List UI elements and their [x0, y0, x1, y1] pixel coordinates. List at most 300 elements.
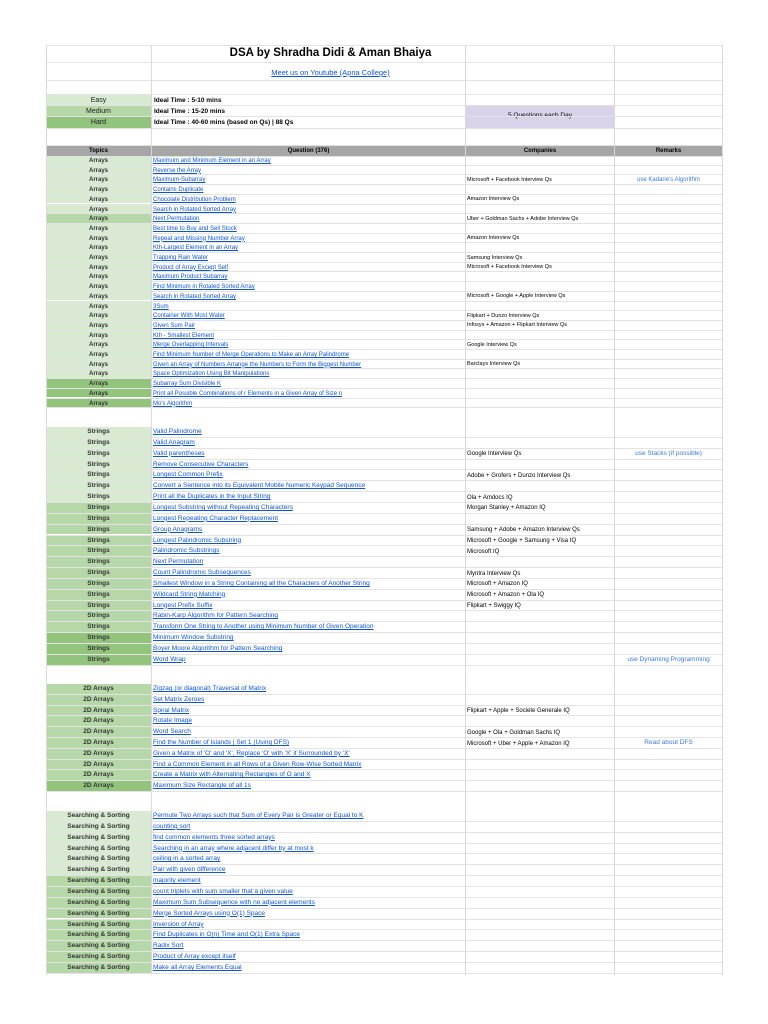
- companies-cell: [466, 887, 614, 897]
- topic-cell: Arrays: [46, 205, 151, 214]
- topic-cell: Strings: [46, 644, 151, 654]
- remarks-cell: [615, 941, 722, 951]
- remarks-cell: [615, 156, 722, 165]
- question-link[interactable]: Given Sum Pair: [153, 322, 196, 329]
- question-link[interactable]: Best time to Buy and Sell Stock: [153, 225, 237, 232]
- question-link[interactable]: Mo's Algorithm: [153, 400, 193, 407]
- companies-cell: [466, 770, 614, 780]
- topic-cell: Searching & Sorting: [46, 876, 151, 886]
- topic-cell: Strings: [46, 525, 151, 535]
- remarks-cell: [615, 438, 722, 448]
- remarks-cell: [615, 898, 722, 908]
- topic-cell: Arrays: [46, 311, 151, 320]
- companies-cell: [466, 557, 614, 567]
- topic-cell: Searching & Sorting: [46, 822, 151, 832]
- topic-cell: Arrays: [46, 224, 151, 233]
- remarks-cell: [615, 389, 722, 398]
- remarks-cell: [615, 811, 722, 821]
- companies-cell: [466, 930, 614, 940]
- remarks-cell: Read about DFS: [644, 739, 693, 746]
- companies-cell: [466, 399, 614, 408]
- topic-cell: 2D Arrays: [46, 781, 151, 791]
- daily-goal-note: [466, 106, 614, 128]
- question-link[interactable]: Rabin-Karp Algorithm for Pattern Searching: [153, 612, 279, 620]
- question-link[interactable]: Container With Most Water: [153, 313, 225, 320]
- companies-cell: Microsoft + Facebook Interview Qs: [467, 264, 552, 271]
- remarks-cell: [615, 369, 722, 378]
- topic-cell: Strings: [46, 536, 151, 546]
- companies-cell: [466, 185, 614, 194]
- topic-cell: 2D Arrays: [46, 749, 151, 759]
- question-link[interactable]: Radix Sort: [153, 942, 184, 950]
- topic-cell: Arrays: [46, 292, 151, 301]
- question-link[interactable]: Smallest Window in a String Containing all the Characters of Another String: [153, 579, 370, 587]
- remarks-cell: [615, 622, 722, 632]
- question-link[interactable]: Longest Prefix Suffix: [153, 601, 213, 609]
- companies-cell: [466, 205, 614, 214]
- remarks-cell: [615, 770, 722, 780]
- remarks-cell: [615, 503, 722, 513]
- topic-cell: Searching & Sorting: [46, 930, 151, 940]
- topic-cell: Searching & Sorting: [46, 844, 151, 854]
- topic-cell: Searching & Sorting: [46, 865, 151, 875]
- question-link[interactable]: Wildcard String Matching: [153, 590, 226, 598]
- companies-cell: [466, 909, 614, 919]
- question-link[interactable]: find common elements three sorted arrays: [153, 833, 275, 841]
- question-link[interactable]: Count Palindromic Subsequences: [153, 569, 251, 577]
- companies-cell: Amazon Interview Qs: [467, 235, 520, 242]
- topic-cell: Strings: [46, 622, 151, 632]
- remarks-cell: [615, 185, 722, 194]
- companies-cell: [466, 833, 614, 843]
- question-link[interactable]: Convert a Sentence into its Equivalent Mobile Numeric Keypad Sequence: [153, 482, 366, 490]
- question-link[interactable]: Searching in an array where adjacent differ by at most k: [153, 844, 314, 852]
- companies-cell: [466, 644, 614, 654]
- topic-cell: 2D Arrays: [46, 770, 151, 780]
- topic-cell: Searching & Sorting: [46, 898, 151, 908]
- row-gridline: [46, 145, 723, 146]
- remarks-cell: [615, 340, 722, 349]
- youtube-link[interactable]: Meet us on Youtube (Apna College): [271, 68, 390, 77]
- remarks-cell: [615, 399, 722, 408]
- companies-cell: [466, 760, 614, 770]
- topic-cell: Strings: [46, 438, 151, 448]
- companies-cell: [466, 963, 614, 973]
- question-link[interactable]: Create a Matrix with Alternating Rectangles of O and X: [153, 771, 311, 779]
- remarks-cell: [615, 195, 722, 204]
- question-link[interactable]: Print all the Duplicates in the Input String: [153, 493, 271, 501]
- question-link[interactable]: Maximum-Subarray: [153, 177, 206, 184]
- remarks-cell: [615, 470, 722, 480]
- remarks-cell: [615, 514, 722, 524]
- question-link[interactable]: Find the Number of Islands | Set 1 (Using DFS): [153, 739, 290, 746]
- companies-cell: Google Interview Qs: [467, 451, 522, 458]
- remarks-cell: [615, 302, 722, 311]
- remarks-cell: [615, 427, 722, 437]
- companies-cell: [466, 655, 614, 665]
- question-link[interactable]: Make all Array Elements Equal: [153, 963, 242, 971]
- row-gridline: [46, 62, 723, 63]
- question-link[interactable]: Longest Substring without Repeating Characters: [153, 503, 293, 511]
- remarks-cell: [615, 272, 722, 281]
- remarks-cell: use Kadane's Algorithm: [637, 177, 700, 184]
- row-gridline: [46, 105, 723, 106]
- row-gridline: [46, 128, 723, 129]
- topic-cell: Arrays: [46, 243, 151, 252]
- remarks-cell: [615, 601, 722, 611]
- header-question: Question (376): [152, 146, 465, 156]
- companies-cell: Microsoft + Google + Apple Interview Qs: [467, 293, 566, 300]
- level-hard: Hard: [46, 117, 151, 128]
- remarks-cell: [615, 749, 722, 759]
- question-link[interactable]: Find Minimum Number of Merge Operations to Make an Array Palindrome: [153, 352, 350, 358]
- topic-cell: Strings: [46, 427, 151, 437]
- remarks-cell: [615, 481, 722, 491]
- companies-cell: [466, 811, 614, 821]
- topic-cell: Arrays: [46, 185, 151, 194]
- companies-cell: [466, 716, 614, 726]
- remarks-cell: [615, 684, 722, 694]
- remarks-cell: [615, 854, 722, 864]
- remarks-cell: [615, 253, 722, 262]
- remarks-cell: [615, 781, 722, 791]
- topic-cell: Strings: [46, 611, 151, 621]
- row-gridline: [46, 156, 723, 157]
- remarks-cell: [615, 920, 722, 930]
- topic-cell: Strings: [46, 546, 151, 556]
- page-title: DSA by Shradha Didi & Aman Bhaiya: [229, 47, 432, 59]
- topic-cell: Arrays: [46, 282, 151, 291]
- companies-cell: [466, 865, 614, 875]
- topic-cell: 2D Arrays: [46, 727, 151, 737]
- question-link[interactable]: Boyer Moore Algorithm for Pattern Searching: [153, 645, 283, 652]
- header-remarks: Remarks: [615, 146, 722, 156]
- question-link[interactable]: Next Permutation: [153, 558, 204, 566]
- topic-cell: Arrays: [46, 166, 151, 175]
- topic-cell: Searching & Sorting: [46, 909, 151, 919]
- question-link[interactable]: Transform One String to Another using Minimum Number of Given Operation: [153, 623, 374, 631]
- remarks-cell: [615, 930, 722, 940]
- header-companies: Companies: [466, 146, 614, 156]
- question-link[interactable]: Print all Possible Combinations of r Elements in a Given Array of Size n: [153, 390, 343, 397]
- companies-cell: [466, 941, 614, 951]
- companies-cell: [466, 331, 614, 340]
- topic-cell: 2D Arrays: [46, 695, 151, 705]
- topic-cell: Arrays: [46, 399, 151, 408]
- question-link[interactable]: Minimum Window Substring: [153, 634, 234, 642]
- companies-cell: [466, 952, 614, 962]
- question-link[interactable]: Word Search: [153, 728, 191, 736]
- column-gridline: [46, 45, 47, 975]
- companies-cell: [466, 350, 614, 359]
- remarks-cell: use Dynaming Programming: [627, 655, 710, 663]
- row-gridline: [46, 116, 723, 117]
- topic-cell: Arrays: [46, 360, 151, 369]
- remarks-cell: [615, 234, 722, 243]
- remarks-cell: [615, 727, 722, 737]
- companies-cell: [466, 224, 614, 233]
- question-link[interactable]: Longest Common Prefix: [153, 471, 223, 479]
- topic-cell: Searching & Sorting: [46, 920, 151, 930]
- topic-cell: Strings: [46, 460, 151, 470]
- question-link[interactable]: Trapping Rain Water: [153, 255, 208, 261]
- companies-cell: Flipkart + Apple + Societe Generale IQ: [467, 708, 570, 715]
- companies-cell: Microsoft IQ: [467, 548, 500, 555]
- topic-cell: Arrays: [46, 263, 151, 272]
- remarks-cell: [615, 360, 722, 369]
- question-link[interactable]: 3Sum: [153, 303, 169, 310]
- remarks-cell: [615, 590, 722, 600]
- companies-cell: [466, 844, 614, 854]
- companies-cell: [466, 514, 614, 524]
- question-link[interactable]: Merge Sorted Arrays using O(1) Space: [153, 909, 265, 917]
- companies-cell: [466, 156, 614, 165]
- remarks-cell: [615, 876, 722, 886]
- companies-cell: [466, 781, 614, 791]
- question-link[interactable]: Contains Duplicate: [153, 187, 204, 194]
- topic-cell: Arrays: [46, 302, 151, 311]
- companies-cell: Myntra Interview Qs: [467, 570, 521, 577]
- topic-cell: Arrays: [46, 253, 151, 262]
- topic-cell: Arrays: [46, 234, 151, 243]
- topic-cell: Arrays: [46, 331, 151, 340]
- topic-cell: Strings: [46, 568, 151, 578]
- question-link[interactable]: Chocolate Distribution Problem: [153, 196, 236, 203]
- remarks-cell: [615, 909, 722, 919]
- companies-cell: [466, 243, 614, 252]
- topic-cell: Strings: [46, 655, 151, 665]
- remarks-cell: [615, 350, 722, 359]
- question-link[interactable]: Space Optimization Using Bit Manipulations: [153, 371, 270, 378]
- question-link[interactable]: Given a Matrix of 'O' and 'X', Replace 'O' with 'X' if Surrounded by 'X': [153, 749, 350, 757]
- companies-cell: [466, 272, 614, 281]
- topic-cell: Strings: [46, 470, 151, 480]
- topic-cell: Strings: [46, 503, 151, 513]
- remarks-cell: [615, 952, 722, 962]
- remarks-cell: [615, 822, 722, 832]
- remarks-cell: [615, 760, 722, 770]
- question-link[interactable]: Kth - Smallest Element: [153, 332, 215, 339]
- remarks-cell: [615, 865, 722, 875]
- row-gridline: [46, 80, 723, 81]
- remarks-cell: [615, 224, 722, 233]
- remarks-cell: [615, 492, 722, 502]
- topic-cell: Searching & Sorting: [46, 833, 151, 843]
- question-link[interactable]: Group Anagrams: [153, 525, 203, 533]
- topic-cell: 2D Arrays: [46, 738, 151, 748]
- question-link[interactable]: counting sort: [153, 822, 191, 830]
- remarks-cell: use Stacks (if possible): [635, 449, 702, 457]
- question-link[interactable]: Pair with given difference: [153, 866, 226, 874]
- question-link[interactable]: Merge Overlapping Intervals: [153, 342, 229, 349]
- question-link[interactable]: Spiral Matrix: [153, 706, 190, 714]
- topic-cell: Arrays: [46, 214, 151, 223]
- companies-cell: [466, 684, 614, 694]
- remarks-cell: [615, 963, 722, 973]
- topic-cell: Strings: [46, 590, 151, 600]
- row-gridline: [46, 665, 723, 666]
- remarks-cell: [615, 311, 722, 320]
- topic-cell: Strings: [46, 557, 151, 567]
- question-link[interactable]: count triplets with sum smaller that a given value: [153, 887, 293, 895]
- companies-cell: [466, 166, 614, 175]
- topic-cell: Arrays: [46, 350, 151, 359]
- topic-cell: Arrays: [46, 156, 151, 165]
- question-link[interactable]: Product of Array Except Self: [153, 264, 229, 271]
- topic-cell: Strings: [46, 514, 151, 524]
- companies-cell: Ola + Amdocs IQ: [467, 494, 513, 501]
- ideal-time-easy: Ideal Time : 5-10 mins: [154, 96, 222, 104]
- topic-cell: Strings: [46, 633, 151, 643]
- topic-cell: Searching & Sorting: [46, 887, 151, 897]
- question-link[interactable]: Kth-Largest Element in an Array: [153, 245, 239, 252]
- question-link[interactable]: Remove Consecutive Characters: [153, 460, 249, 468]
- question-link[interactable]: Palindromic Substrings: [153, 547, 220, 555]
- column-gridline: [151, 45, 152, 975]
- companies-cell: [466, 282, 614, 291]
- question-link[interactable]: Find a Common Element in all Rows of a Given Row-Wise Sorted Matrix: [153, 760, 362, 768]
- companies-cell: [466, 481, 614, 491]
- question-link[interactable]: Word Wrap: [153, 655, 186, 663]
- topic-cell: Strings: [46, 601, 151, 611]
- topic-cell: Arrays: [46, 321, 151, 330]
- question-link[interactable]: Valid parentheses: [153, 449, 205, 457]
- companies-cell: Samsung Interview Qs: [467, 254, 523, 261]
- level-medium: Medium: [46, 106, 151, 116]
- topic-cell: Arrays: [46, 175, 151, 184]
- topic-cell: Arrays: [46, 340, 151, 349]
- companies-cell: Uber + Goldman Sachs + Adobe Interview Qs: [467, 215, 579, 222]
- question-link[interactable]: Subarray Sum Divisible K: [153, 381, 222, 388]
- companies-cell: [466, 695, 614, 705]
- companies-cell: Microsoft + Amazon IQ: [467, 581, 528, 588]
- companies-cell: [466, 389, 614, 398]
- companies-cell: Microsoft + Uber + Apple + Amazon IQ: [467, 740, 570, 747]
- remarks-cell: [615, 706, 722, 716]
- question-link[interactable]: Maximum Sum Subsequence with no adjacent elements: [153, 898, 315, 906]
- remarks-cell: [615, 611, 722, 621]
- ideal-time-medium: Ideal Time : 15-20 mins: [154, 107, 226, 115]
- companies-cell: [466, 302, 614, 311]
- remarks-cell: [615, 292, 722, 301]
- topic-cell: Arrays: [46, 369, 151, 378]
- companies-cell: Samsung + Adobe + Amazon Interview Qs: [467, 527, 580, 534]
- topic-cell: Searching & Sorting: [46, 854, 151, 864]
- question-link[interactable]: Find Duplicates in O(n) Time and O(1) Extra Space: [153, 931, 301, 939]
- question-link[interactable]: Valid Palindrome: [153, 428, 202, 435]
- question-link[interactable]: Longest Repeating Character Replacement: [153, 514, 279, 522]
- row-gridline: [46, 94, 723, 95]
- question-link[interactable]: Rotate Image: [153, 717, 193, 725]
- topic-cell: Searching & Sorting: [46, 941, 151, 951]
- remarks-cell: [615, 525, 722, 535]
- topic-cell: Strings: [46, 449, 151, 459]
- companies-cell: Microsoft + Google + Samsung + Visa IQ: [467, 538, 577, 544]
- question-link[interactable]: Next Permutation: [153, 216, 200, 223]
- question-link[interactable]: Set Matrix Zeroes: [153, 695, 205, 703]
- companies-cell: [466, 622, 614, 632]
- topic-cell: 2D Arrays: [46, 684, 151, 694]
- column-gridline: [722, 45, 723, 975]
- companies-cell: [466, 427, 614, 437]
- question-link[interactable]: Maximum and Minimum Element in an Array: [153, 158, 271, 164]
- remarks-cell: [615, 716, 722, 726]
- row-gridline: [46, 973, 723, 974]
- question-link[interactable]: Maximum Product Subarray: [153, 274, 228, 281]
- remarks-cell: [615, 557, 722, 567]
- companies-cell: [466, 611, 614, 621]
- topic-cell: Arrays: [46, 379, 151, 388]
- remarks-cell: [615, 844, 722, 854]
- question-link[interactable]: Reverse the Array: [153, 167, 202, 174]
- remarks-cell: [615, 833, 722, 843]
- topic-cell: Arrays: [46, 272, 151, 281]
- question-link[interactable]: Repeat and Missing Number Array: [153, 235, 245, 242]
- companies-cell: Google Interview Qs: [467, 341, 517, 348]
- remarks-cell: [615, 331, 722, 340]
- column-gridline: [614, 45, 615, 975]
- topic-cell: Strings: [46, 492, 151, 502]
- topic-cell: 2D Arrays: [46, 760, 151, 770]
- companies-cell: [466, 854, 614, 864]
- companies-cell: [466, 379, 614, 388]
- question-link[interactable]: Inversion of Array: [153, 920, 204, 928]
- topic-cell: Arrays: [46, 195, 151, 204]
- companies-cell: Adobe + Grofers + Dunzo Interview Qs: [467, 472, 571, 479]
- column-gridline: [465, 45, 466, 975]
- companies-cell: [466, 438, 614, 448]
- remarks-cell: [615, 546, 722, 556]
- remarks-cell: [615, 214, 722, 223]
- header-topics: Topics: [46, 146, 151, 156]
- question-link[interactable]: Valid Anagram: [153, 438, 195, 446]
- question-link[interactable]: Search in Rotated Sorted Array: [153, 206, 237, 213]
- question-link[interactable]: Product of Array except itself: [153, 953, 236, 961]
- row-gridline: [46, 45, 723, 46]
- topic-cell: 2D Arrays: [46, 716, 151, 726]
- topic-cell: Searching & Sorting: [46, 811, 151, 821]
- companies-cell: Amazon Interview Qs: [467, 196, 520, 203]
- question-link[interactable]: majority element: [153, 877, 201, 885]
- question-link[interactable]: Maximum Size Rectangle of all 1s: [153, 782, 251, 790]
- companies-cell: Morgan Stanley + Amazon IQ: [467, 505, 546, 512]
- level-easy: Easy: [46, 95, 151, 105]
- topic-cell: Arrays: [46, 389, 151, 398]
- remarks-cell: [615, 263, 722, 272]
- remarks-cell: [615, 282, 722, 291]
- question-link[interactable]: Given an Array of Numbers Arrange the Numbers to Form the Biggest Number: [153, 361, 362, 368]
- companies-cell: Google + Ola + Goldman Sachs IQ: [467, 729, 561, 736]
- companies-cell: [466, 633, 614, 643]
- question-link[interactable]: Longest Palindromic Substring: [153, 536, 242, 544]
- topic-cell: Strings: [46, 481, 151, 491]
- companies-cell: [466, 876, 614, 886]
- remarks-cell: [615, 695, 722, 705]
- question-link[interactable]: Find Minimum in Rotated Sorted Array: [153, 284, 255, 291]
- question-link[interactable]: ceiling in a sorted array: [153, 855, 221, 863]
- companies-cell: [466, 898, 614, 908]
- companies-cell: [466, 749, 614, 759]
- companies-cell: [466, 460, 614, 470]
- remarks-cell: [615, 568, 722, 578]
- question-link[interactable]: Search in Rotated Sorted Array: [153, 293, 237, 300]
- remarks-cell: [615, 205, 722, 214]
- remarks-cell: [615, 379, 722, 388]
- question-link[interactable]: Zigzag (or diagonal) Traversal of Matrix: [153, 685, 267, 692]
- remarks-cell: [615, 579, 722, 589]
- question-link[interactable]: Permute Two Arrays such that Sum of Every Pair is Greater or Equal to K: [153, 812, 364, 819]
- companies-cell: Microsoft + Facebook Interview Qs: [467, 176, 552, 183]
